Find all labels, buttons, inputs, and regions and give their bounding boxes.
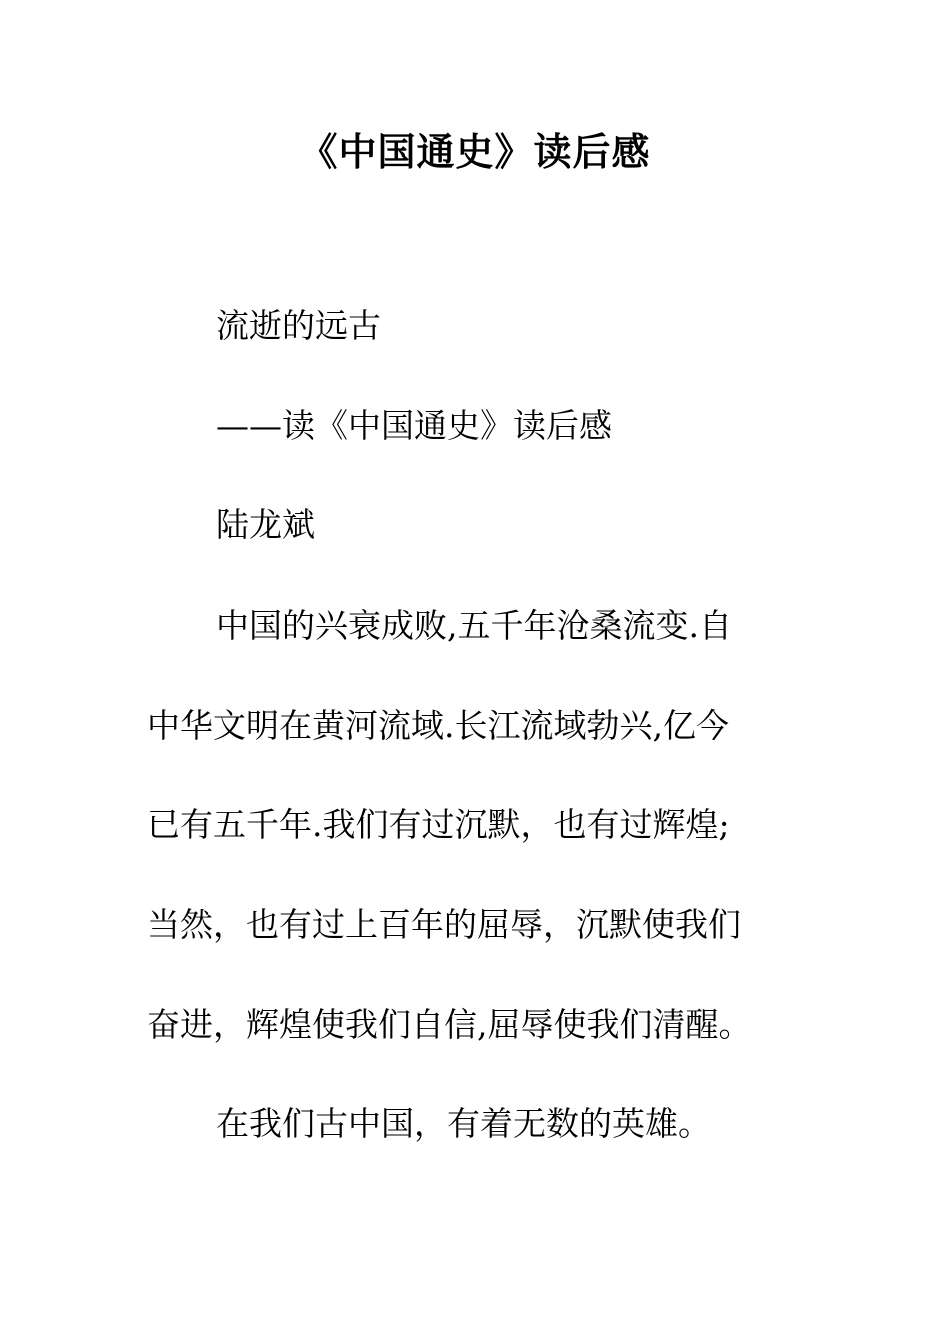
document-subheading: 流逝的远古 <box>216 306 381 345</box>
paragraph-1-line-5: 奋进，辉煌使我们自信,屈辱使我们清醒。 <box>147 1005 752 1044</box>
paragraph-1-line-3: 已有五千年.我们有过沉默，也有过辉煌; <box>147 805 730 844</box>
document-author: 陆龙斌 <box>216 505 315 544</box>
paragraph-1-line-1: 中国的兴衰成败,五千年沧桑流变.自 <box>216 606 732 645</box>
document-title: 《中国通史》读后感 <box>299 130 651 174</box>
paragraph-1-line-2: 中华文明在黄河流域.长江流域勃兴,亿今 <box>147 706 729 745</box>
paragraph-1-line-4: 当然，也有过上百年的屈辱，沉默使我们 <box>147 905 741 944</box>
document-subtitle: ——读《中国通史》读后感 <box>216 406 612 445</box>
paragraph-2: 在我们古中国，有着无数的英雄。 <box>216 1104 711 1143</box>
